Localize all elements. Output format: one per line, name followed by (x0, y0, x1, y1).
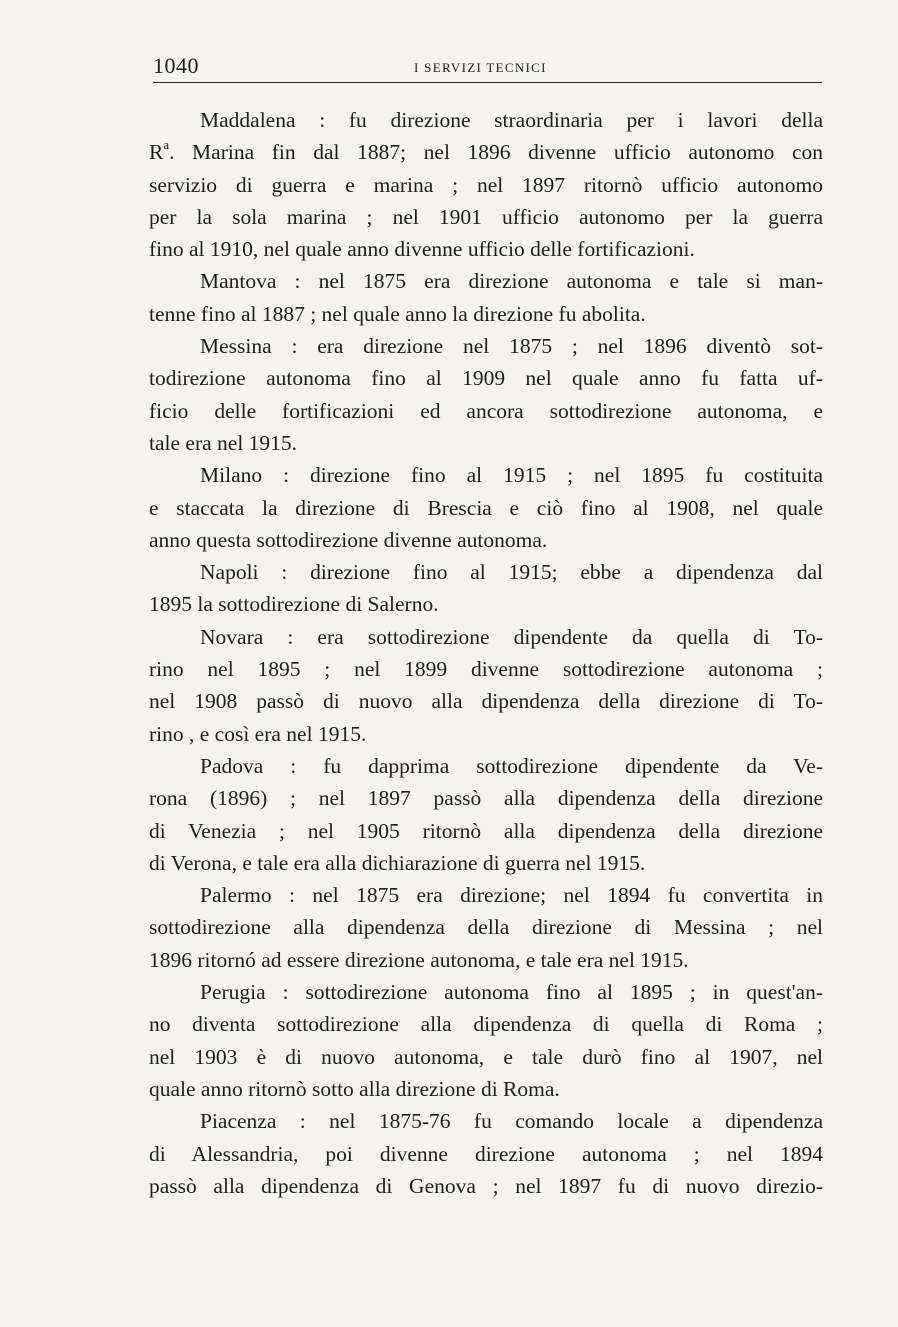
text-line: Piacenza : nel 1875-76 fu comando locale a dipendenza (200, 1109, 823, 1134)
text-line: todirezione autonoma fino al 1909 nel quale anno fu fatta uf- (149, 366, 823, 391)
text-line: no diventa sottodirezione alla dipendenza di quella di Roma ; (149, 1012, 823, 1037)
text-line: di Alessandria, poi divenne direzione autonoma ; nel 1894 (149, 1141, 823, 1166)
text-line: di Venezia ; nel 1905 ritornò alla dipendenza della direzione (149, 818, 823, 843)
page-number: 1040 (153, 53, 199, 78)
running-title: I SERVIZI TECNICI (414, 60, 547, 75)
text-line: quale anno ritornò sotto alla direzione di Roma. (149, 1076, 560, 1101)
text-line: servizio di guerra e marina ; nel 1897 ritornò ufficio autonomo (149, 172, 823, 197)
text-line: tale era nel 1915. (149, 430, 298, 455)
text-line: di Verona, e tale era alla dichiarazione di guerra nel 1915. (149, 850, 646, 875)
text-line: anno questa sottodirezione divenne autonoma. (149, 527, 548, 552)
text-line: $R^a$. Marina fin dal 1887; nel 1896 divenne ufficio autonomo con (149, 138, 823, 165)
body-text (149, 104, 823, 1202)
text-line: fino al 1910, nel quale anno divenne ufficio delle fortificazioni. (149, 237, 695, 262)
running-head (153, 52, 822, 83)
text-line: Mantova : nel 1875 era direzione autonoma e tale si man- (200, 269, 823, 294)
text-line: sottodirezione alla dipendenza della direzione di Messina ; nel (149, 915, 823, 940)
text-line: ficio delle fortificazioni ed ancora sottodirezione autonoma, e (149, 398, 823, 423)
text-line: Novara : era sottodirezione dipendente da quella di To- (200, 624, 823, 649)
text-line: Napoli : direzione fino al 1915; ebbe a dipendenza dal (200, 560, 823, 585)
text-line: Milano : direzione fino al 1915 ; nel 1895 fu costituita (200, 463, 823, 488)
text-line: rona (1896) ; nel 1897 passò alla dipendenza della direzione (149, 786, 823, 811)
text-line: 1895 la sottodirezione di Salerno. (149, 592, 439, 617)
text-line: 1896 ritornó ad essere direzione autonoma, e tale era nel 1915. (149, 947, 689, 972)
text-line: tenne fino al 1887 ; nel quale anno la direzione fu abolita. (149, 301, 646, 326)
text-line: Palermo : nel 1875 era direzione; nel 1894 fu convertita in (200, 883, 823, 908)
text-line: passò alla dipendenza di Genova ; nel 1897 fu di nuovo direzio- (149, 1173, 823, 1198)
text-line: nel 1908 passò di nuovo alla dipendenza della direzione di To- (149, 689, 823, 714)
text-line: Perugia : sottodirezione autonoma fino al 1895 ; in quest'an- (200, 980, 823, 1005)
text-line: Maddalena : fu direzione straordinaria per i lavori della (200, 108, 823, 132)
text-line: rino nel 1895 ; nel 1899 divenne sottodirezione autonoma ; (149, 657, 823, 682)
text-line: Padova : fu dapprima sottodirezione dipendente da Ve- (200, 753, 823, 778)
text-line: rino , e così era nel 1915. (149, 721, 367, 746)
text-line: Messina : era direzione nel 1875 ; nel 1896 diventò sot- (200, 334, 823, 359)
text-line: nel 1903 è di nuovo autonoma, e tale durò fino al 1907, nel (149, 1044, 823, 1069)
text-line: e staccata la direzione di Brescia e ciò fino al 1908, nel quale (149, 495, 823, 520)
text-line: per la sola marina ; nel 1901 ufficio autonomo per la guerra (149, 204, 823, 229)
